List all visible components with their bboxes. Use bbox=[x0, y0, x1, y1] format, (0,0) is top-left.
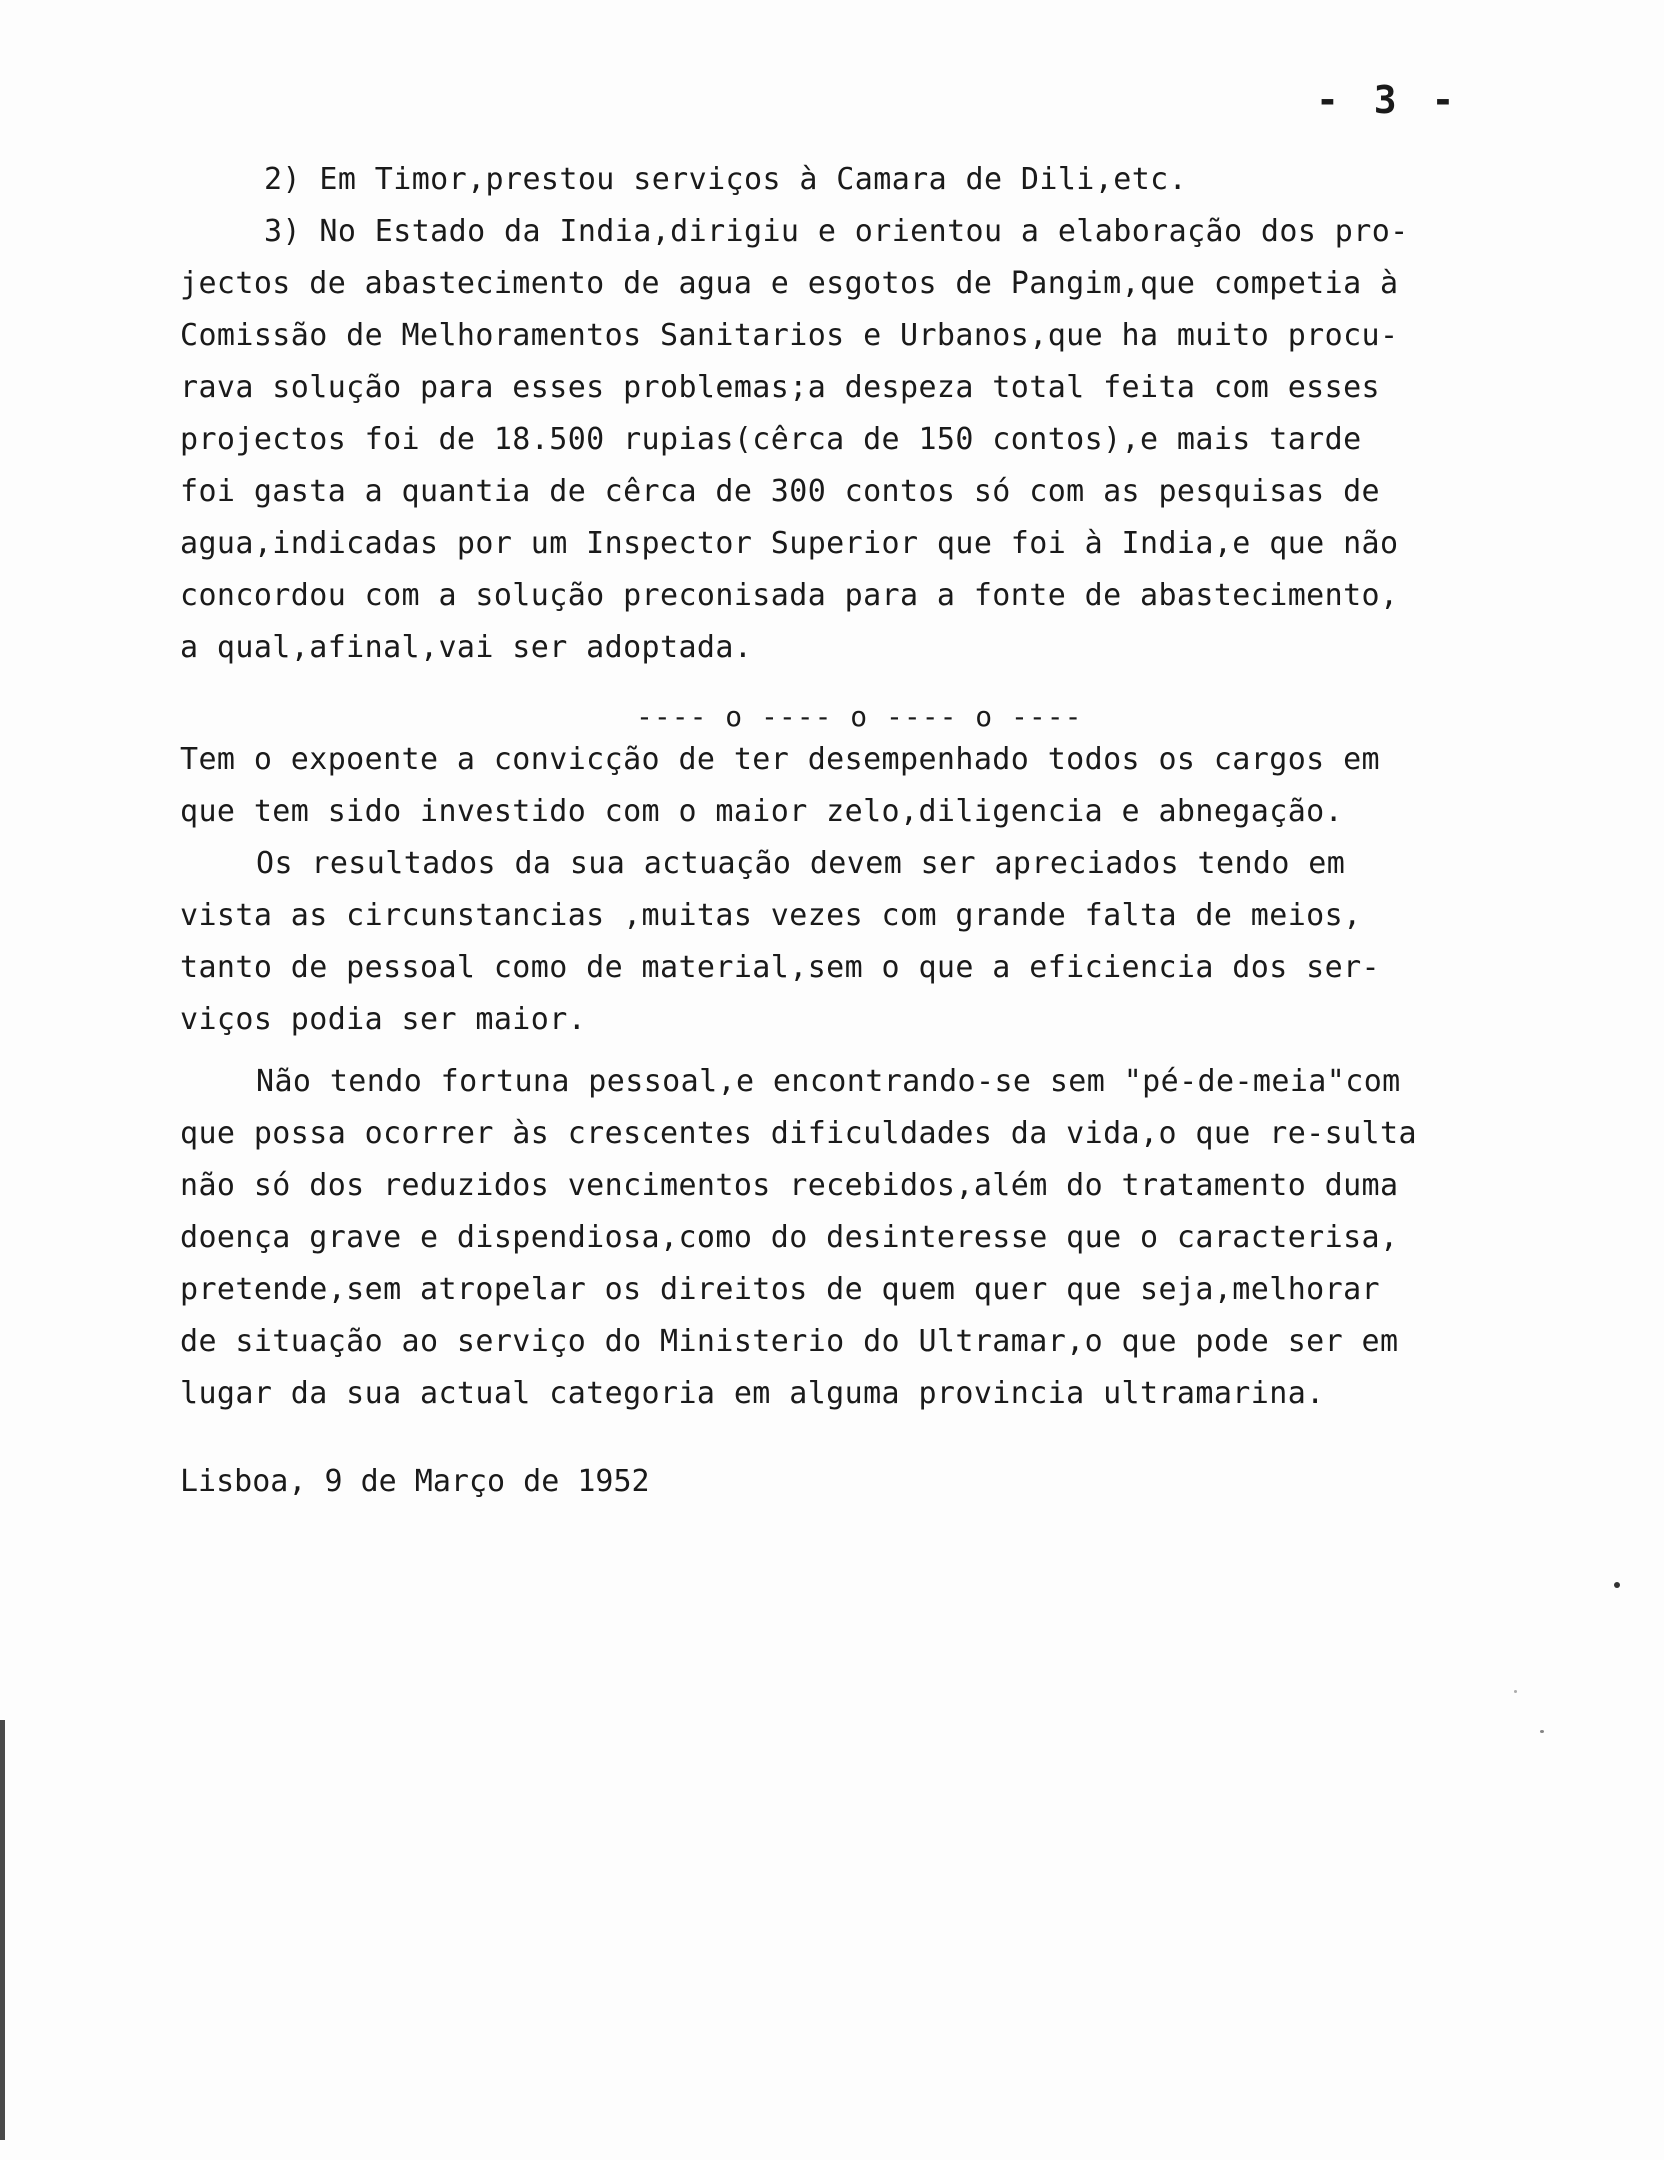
body-line: projectos foi de 18.500 rupias(cêrca de 150 contos),e mais tarde bbox=[180, 422, 1362, 457]
closing-line: pretende,sem atropelar os direitos de quem quer que seja,melhorar bbox=[180, 1272, 1380, 1307]
closing-line: viços podia ser maior. bbox=[180, 1002, 587, 1037]
body-line: 3) No Estado da India,dirigiu e orientou a elaboração dos pro- bbox=[264, 214, 1409, 249]
body-line: foi gasta a quantia de cêrca de 300 contos só com as pesquisas de bbox=[180, 474, 1380, 509]
body-line: 2) Em Timor,prestou serviços à Camara de Dili,etc. bbox=[264, 162, 1188, 197]
scan-speck bbox=[1614, 1582, 1620, 1588]
closing-line: doença grave e dispendiosa,como do desinteresse que o caracterisa, bbox=[180, 1220, 1399, 1255]
body-line: jectos de abastecimento de agua e esgotos de Pangim,que competia à bbox=[180, 266, 1399, 301]
closing-line: lugar da sua actual categoria em alguma provincia ultramarina. bbox=[180, 1376, 1325, 1411]
scan-speck bbox=[1514, 1690, 1517, 1693]
body-line: rava solução para esses problemas;a despeza total feita com esses bbox=[180, 370, 1380, 405]
body-line: concordou com a solução preconisada para a fonte de abastecimento, bbox=[180, 578, 1399, 613]
closing-line: vista as circunstancias ,muitas vezes com grande falta de meios, bbox=[180, 898, 1362, 933]
scanned-page-edge bbox=[0, 1720, 5, 2140]
page-number: - 3 - bbox=[1316, 78, 1461, 122]
closing-line: de situação ao serviço do Ministerio do Ultramar,o que pode ser em bbox=[180, 1324, 1399, 1359]
closing-line: Não tendo fortuna pessoal,e encontrando-se sem "pé-de-meia"com bbox=[256, 1064, 1401, 1099]
closing-line: tanto de pessoal como de material,sem o que a eficiencia dos ser- bbox=[180, 950, 1380, 985]
closing-line: Tem o expoente a convicção de ter desempenhado todos os cargos em bbox=[180, 742, 1380, 777]
closing-line: que possa ocorrer às crescentes dificuldades da vida,o que re-sulta bbox=[180, 1116, 1417, 1151]
body-line: a qual,afinal,vai ser adoptada. bbox=[180, 630, 753, 665]
closing-line: que tem sido investido com o maior zelo,diligencia e abnegação. bbox=[180, 794, 1344, 829]
body-line: agua,indicadas por um Inspector Superior que foi à India,e que não bbox=[180, 526, 1399, 561]
scan-speck bbox=[1540, 1730, 1544, 1733]
body-line: Comissão de Melhoramentos Sanitarios e Urbanos,que ha muito procu- bbox=[180, 318, 1399, 353]
date-line: Lisboa, 9 de Março de 1952 bbox=[180, 1464, 650, 1499]
closing-line: não só dos reduzidos vencimentos recebidos,além do tratamento duma bbox=[180, 1168, 1399, 1203]
section-separator: ---- o ---- o ---- o ---- bbox=[636, 700, 1083, 733]
closing-line: Os resultados da sua actuação devem ser apreciados tendo em bbox=[256, 846, 1346, 881]
